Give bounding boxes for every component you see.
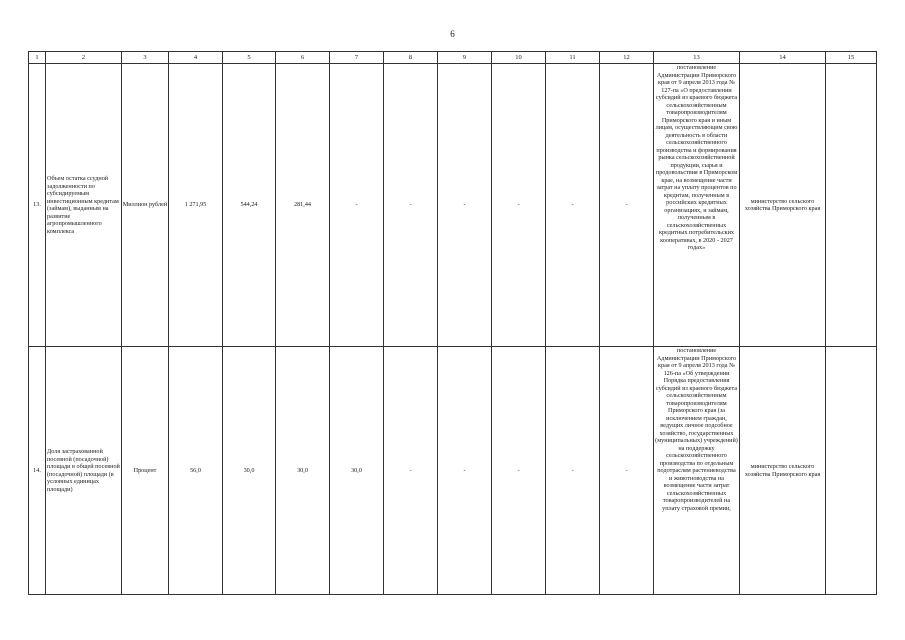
column-header: 14 (740, 52, 826, 64)
column-header: 4 (169, 52, 223, 64)
column-header: 11 (546, 52, 600, 64)
value-cell: - (384, 64, 438, 347)
column-header: 10 (492, 52, 546, 64)
page-number: 6 (450, 29, 455, 39)
indicators-table (28, 51, 877, 595)
column-header: 5 (223, 52, 276, 64)
empty-cell (826, 64, 877, 347)
column-header: 13 (654, 52, 740, 64)
empty-cell (826, 347, 877, 595)
column-header: 9 (438, 52, 492, 64)
table-row (29, 64, 877, 347)
column-header: 6 (276, 52, 330, 64)
unit-cell: Процент (122, 347, 169, 595)
value-cell: 56,0 (169, 347, 223, 595)
value-cell: 30,0 (276, 347, 330, 595)
column-header: 8 (384, 52, 438, 64)
responsible-cell: министерство сельского хозяйства Приморского края (740, 64, 826, 347)
legal-document-cell: постановление Администрации Приморского края от 9 апреля 2013 года № 127-па «О предоставлении субсидий из краевого бюджета сельскохозяйственным товаропроизводителям Приморского края и иным лицам, осуществляющим свою деятельность в области сельскохозяйственного производства и формирования рынка сельскохозяйственной продукции, сырья и продовольствия в Приморском крае, на возмещение части затрат на уплату процентов по кредитам, полученным в российских кредитных организациях, и займам, полученным в сельскохозяйственных кредитных потребительских кооперативах, в 2020 - 2027 годах» (654, 64, 740, 347)
indicator-name: Объем остатка ссудной задолженности по субсидируемым инвестиционным кредитам (займам), выданным на развитие агропромышленного комплекса (46, 64, 122, 347)
value-cell: - (438, 64, 492, 347)
value-cell: - (384, 347, 438, 595)
value-cell: - (330, 64, 384, 347)
value-cell: - (492, 347, 546, 595)
value-cell: 281,44 (276, 64, 330, 347)
column-header: 1 (29, 52, 46, 64)
value-cell: 1 271,95 (169, 64, 223, 347)
responsible-cell: министерство сельского хозяйства Приморского края (740, 347, 826, 595)
column-header: 3 (122, 52, 169, 64)
column-header: 7 (330, 52, 384, 64)
value-cell: - (492, 64, 546, 347)
column-number-row (29, 52, 877, 64)
value-cell: - (600, 64, 654, 347)
unit-cell: Миллион рублей (122, 64, 169, 347)
indicator-name: Доля застрахованной посевной (посадочной) площади в общей посевной (посадочной) площади (в условных единицах площади) (46, 347, 122, 595)
legal-document-cell: постановление Администрации Приморского края от 9 апреля 2013 года № 126-па «Об утверждении Порядка предоставления субсидий из краевого бюджета сельскохозяйственным товаропроизводителям Приморского края (за исключением граждан, ведущих личное подсобное хозяйство, государственных (муниципальных) учреждений) на поддержку сельскохозяйственного производства по отдельным подотраслям растениеводства и животноводства на возмещение части затрат сельскохозяйственных товаропроизводителей на уплату страховой премии, (654, 347, 740, 595)
value-cell: - (600, 347, 654, 595)
value-cell: - (546, 347, 600, 595)
value-cell: 544,24 (223, 64, 276, 347)
value-cell: 30,0 (330, 347, 384, 595)
value-cell: - (546, 64, 600, 347)
column-header: 2 (46, 52, 122, 64)
table-row (29, 347, 877, 595)
column-header: 15 (826, 52, 877, 64)
value-cell: - (438, 347, 492, 595)
column-header: 12 (600, 52, 654, 64)
row-number: 13. (29, 64, 46, 347)
value-cell: 30,0 (223, 347, 276, 595)
row-number: 14. (29, 347, 46, 595)
